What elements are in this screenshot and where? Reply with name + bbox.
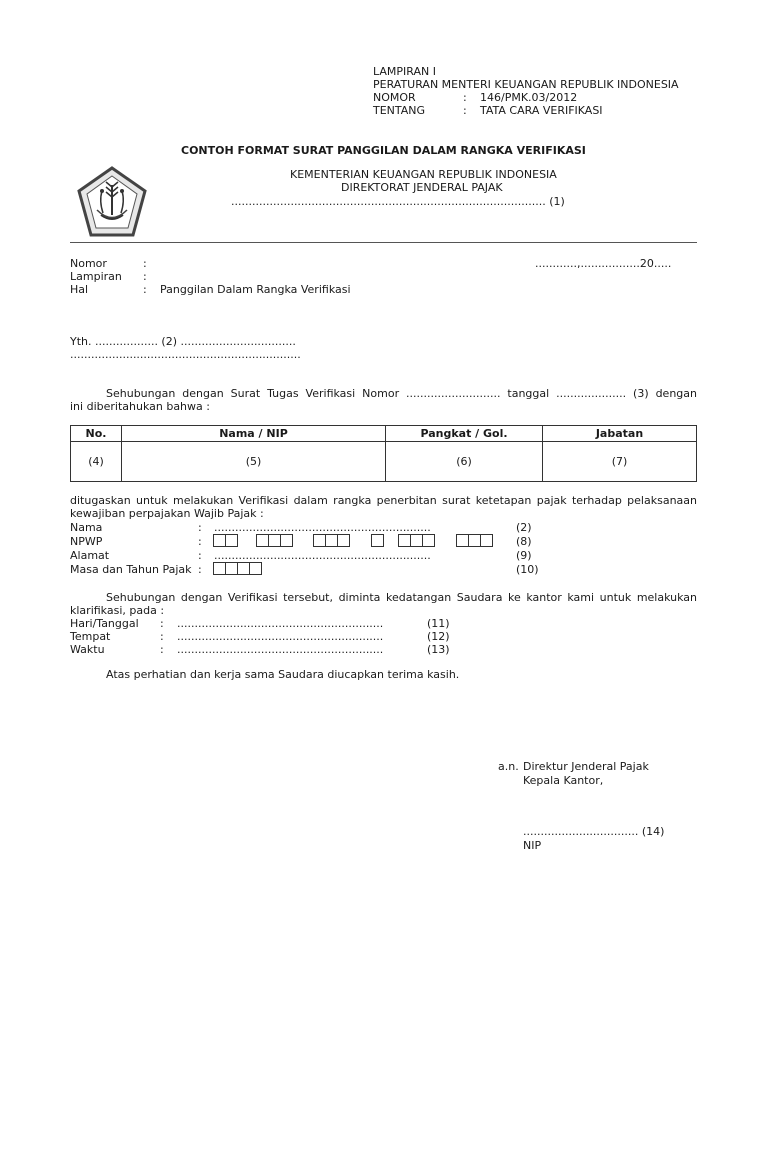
field-colon: : bbox=[160, 643, 164, 656]
lampiran-colon: : bbox=[463, 104, 467, 117]
waktu-ref: (13) bbox=[427, 643, 450, 656]
lampiran-tentang-value: TATA CARA VERIFIKASI bbox=[480, 104, 603, 117]
letterhead-office-line: .......................................................................................... (1) bbox=[231, 195, 565, 208]
field-colon: : bbox=[160, 617, 164, 630]
clarification-line-2: klarifikasi, pada : bbox=[70, 604, 165, 617]
npwp-boxes bbox=[256, 534, 293, 547]
masa-ref: (10) bbox=[516, 563, 539, 576]
field-colon: : bbox=[198, 549, 202, 562]
lampiran-title: LAMPIRAN I bbox=[373, 65, 436, 78]
meta-colon: : bbox=[143, 283, 147, 296]
table-cell-jabatan: (7) bbox=[543, 442, 697, 482]
npwp-digit-box bbox=[422, 534, 435, 547]
verification-team-table bbox=[70, 425, 697, 482]
hari-label: Hari/Tanggal bbox=[70, 617, 139, 630]
field-colon: : bbox=[198, 563, 202, 576]
signature-an: a.n. bbox=[498, 760, 519, 773]
table-header-jabatan: Jabatan bbox=[543, 426, 697, 442]
hari-ref: (11) bbox=[427, 617, 450, 630]
tempat-label: Tempat bbox=[70, 630, 111, 643]
table-cell-no: (4) bbox=[71, 442, 122, 482]
npwp-boxes bbox=[371, 534, 384, 547]
alamat-value: .............................................................. bbox=[214, 549, 431, 562]
letterhead-divider bbox=[70, 242, 697, 243]
clarification-line-1: Sehubungan dengan Verifikasi tersebut, diminta kedatangan Saudara ke kantor kami untuk melakukan bbox=[106, 591, 697, 604]
kemenkeu-logo bbox=[75, 165, 149, 241]
hari-value: ........................................................... bbox=[177, 617, 384, 630]
lampiran-nomor-row bbox=[373, 91, 577, 104]
letterhead-directorate: DIREKTORAT JENDERAL PAJAK bbox=[341, 181, 503, 194]
table-cell-pangkat: (6) bbox=[386, 442, 543, 482]
signature-nip: NIP bbox=[523, 839, 542, 852]
lampiran-tentang-row bbox=[373, 104, 603, 117]
meta-hal-value: Panggilan Dalam Rangka Verifikasi bbox=[160, 283, 351, 296]
nama-ref: (2) bbox=[516, 521, 532, 534]
meta-hal-label: Hal bbox=[70, 283, 89, 296]
npwp-digit-box bbox=[337, 534, 350, 547]
intro-line-2: ini diberitahukan bahwa : bbox=[70, 400, 210, 413]
npwp-boxes bbox=[398, 534, 435, 547]
lampiran-regulation: PERATURAN MENTERI KEUANGAN REPUBLIK INDONESIA bbox=[373, 78, 679, 91]
alamat-label: Alamat bbox=[70, 549, 110, 562]
npwp-boxes bbox=[213, 534, 238, 547]
signature-name-line: ................................. (14) bbox=[523, 825, 665, 838]
table-header-pangkat: Pangkat / Gol. bbox=[386, 426, 543, 442]
nama-value: .............................................................. bbox=[214, 521, 431, 534]
document-heading: CONTOH FORMAT SURAT PANGGILAN DALAM RANGKA VERIFIKASI bbox=[181, 144, 586, 157]
emblem-icon bbox=[75, 165, 149, 241]
table-header-no: No. bbox=[71, 426, 122, 442]
field-colon: : bbox=[198, 535, 202, 548]
masa-label: Masa dan Tahun Pajak bbox=[70, 563, 192, 576]
npwp-digit-box bbox=[225, 534, 238, 547]
table-header-nama: Nama / NIP bbox=[122, 426, 386, 442]
letter-date: ............,.................20..... bbox=[535, 257, 672, 270]
addressee-line-2: .................................................................. bbox=[70, 348, 301, 361]
lampiran-nomor-label: NOMOR bbox=[373, 91, 416, 104]
table-row bbox=[71, 442, 697, 482]
field-colon: : bbox=[160, 630, 164, 643]
meta-lampiran-label: Lampiran bbox=[70, 270, 122, 283]
closing-sentence: Atas perhatian dan kerja sama Saudara diucapkan terima kasih. bbox=[106, 668, 460, 681]
tempat-value: ........................................................... bbox=[177, 630, 384, 643]
table-header-row bbox=[71, 426, 697, 442]
npwp-label: NPWP bbox=[70, 535, 103, 548]
field-colon: : bbox=[198, 521, 202, 534]
lampiran-tentang-label: TENTANG bbox=[373, 104, 426, 117]
waktu-label: Waktu bbox=[70, 643, 105, 656]
signature-title-2: Kepala Kantor, bbox=[523, 774, 604, 787]
tempat-ref: (12) bbox=[427, 630, 450, 643]
lampiran-colon: : bbox=[463, 91, 467, 104]
assignment-line-1: ditugaskan untuk melakukan Verifikasi dalam rangka penerbitan surat ketetapan pajak terhadap pelaksanaan bbox=[70, 494, 697, 507]
meta-colon: : bbox=[143, 257, 147, 270]
npwp-ref: (8) bbox=[516, 535, 532, 548]
lampiran-nomor-value: 146/PMK.03/2012 bbox=[480, 91, 578, 104]
assignment-line-2: kewajiban perpajakan Wajib Pajak : bbox=[70, 507, 264, 520]
table-cell-nama: (5) bbox=[122, 442, 386, 482]
meta-nomor-label: Nomor bbox=[70, 257, 107, 270]
npwp-digit-box bbox=[480, 534, 493, 547]
addressee-line-1: Yth. .................. (2) ................................. bbox=[70, 335, 296, 348]
npwp-boxes bbox=[456, 534, 493, 547]
waktu-value: ........................................................... bbox=[177, 643, 384, 656]
masa-boxes bbox=[213, 562, 262, 575]
signature-title-1: Direktur Jenderal Pajak bbox=[523, 760, 649, 773]
letterhead-ministry: KEMENTERIAN KEUANGAN REPUBLIK INDONESIA bbox=[290, 168, 557, 181]
npwp-boxes bbox=[313, 534, 350, 547]
npwp-digit-box bbox=[280, 534, 293, 547]
meta-colon: : bbox=[143, 270, 147, 283]
alamat-ref: (9) bbox=[516, 549, 532, 562]
intro-line-1: Sehubungan dengan Surat Tugas Verifikasi Nomor ........................... tanggal .................... (3) dengan bbox=[106, 387, 697, 400]
nama-label: Nama bbox=[70, 521, 103, 534]
masa-digit-box bbox=[249, 562, 262, 575]
npwp-digit-box bbox=[371, 534, 384, 547]
